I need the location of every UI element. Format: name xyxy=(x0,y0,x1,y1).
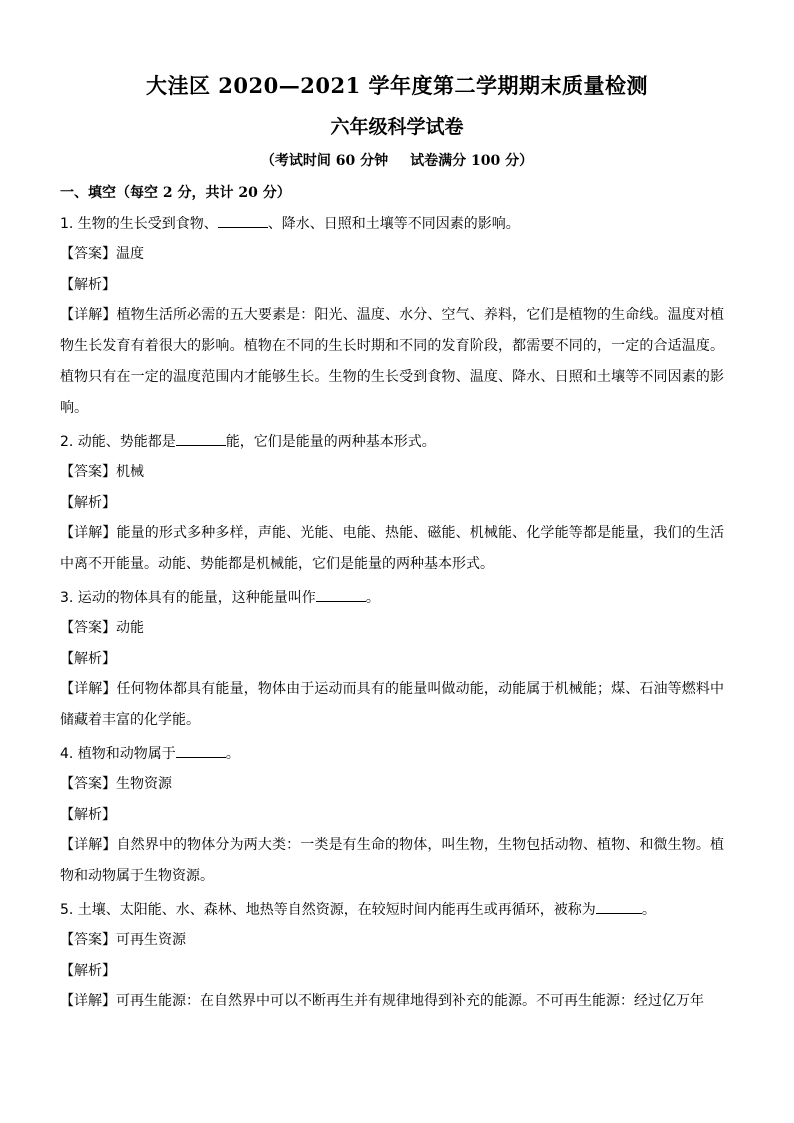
answer-blank xyxy=(176,431,226,446)
analysis-label: 【解析】 xyxy=(60,495,116,511)
detail-paragraph: 【详解】可再生能源：在自然界中可以不断再生并有规律地得到补充的能源。不可再生能源：经过亿万年 xyxy=(60,993,704,1009)
question-stem xyxy=(60,587,736,608)
question-stem xyxy=(60,213,736,234)
answer-line: 【答案】温度 xyxy=(60,246,144,262)
analysis-label: 【解析】 xyxy=(60,963,116,979)
analysis-label: 【解析】 xyxy=(60,277,116,293)
question-stem-text: 能，它们是能量的两种基本形式。 xyxy=(225,434,436,450)
exam-title: 大洼区 2020—2021 学年度第二学期期末质量检测 xyxy=(145,73,648,98)
analysis-label: 【解析】 xyxy=(60,651,116,667)
question-stem-text: 。 xyxy=(365,590,380,606)
analysis-label: 【解析】 xyxy=(60,807,116,823)
answer-line: 【答案】生物资源 xyxy=(60,776,172,792)
question-stem xyxy=(60,899,736,920)
answer-blank xyxy=(218,213,268,228)
exam-subtitle: 六年级科学试卷 xyxy=(330,116,464,138)
exam-info xyxy=(0,150,794,170)
question-stem-text: 3. 运动的物体具有的能量，这种能量叫作 xyxy=(60,590,316,606)
question-stem-text: 。 xyxy=(641,902,656,918)
exam-time-note: （考试时间 60 分钟 xyxy=(260,153,389,169)
question-stem-text: 5. 土壤、太阳能、水、森林、地热等自然资源，在较短时间内能再生或再循环，被称为 xyxy=(60,902,596,918)
question-stem xyxy=(60,743,736,764)
answer-line: 【答案】机械 xyxy=(60,464,144,480)
question-stem-text: 1. 生物的生长受到食物、 xyxy=(60,216,218,232)
question-stem-text: 。 xyxy=(225,746,240,762)
detail-paragraph: 【详解】自然界中的物体分为两大类：一类是有生命的物体，叫生物，生物包括动物、植物、和微生物。植物和动物属于生物资源。 xyxy=(60,837,724,884)
section-heading: 一、填空（每空 2 分，共计 20 分） xyxy=(60,185,291,201)
exam-score-note: 试卷满分 100 分） xyxy=(410,153,534,169)
question-stem-text: 、降水、日照和土壤等不同因素的影响。 xyxy=(267,216,520,232)
answer-line: 【答案】可再生资源 xyxy=(60,932,186,948)
answer-line: 【答案】动能 xyxy=(60,620,144,636)
question-stem xyxy=(60,431,736,452)
answer-blank xyxy=(316,587,366,602)
detail-paragraph: 【详解】能量的形式多种多样，声能、光能、电能、热能、磁能、机械能、化学能等都是能量，我们的生活中离不开能量。动能、势能都是机械能，它们是能量的两种基本形式。 xyxy=(60,525,724,572)
detail-paragraph: 【详解】植物生活所必需的五大要素是：阳光、温度、水分、空气、养料，它们是植物的生命线。温度对植物生长发育有着很大的影响。植物在不同的生长时期和不同的发育阶段，都需要不同的，一定的合适温度。植物只有在一定的温度范围内才能够生长。生物的生长受到食物、温度、降水、日照和土壤等不同因素的影响。 xyxy=(60,307,724,416)
question-stem-text: 4. 植物和动物属于 xyxy=(60,746,176,762)
answer-blank xyxy=(596,899,642,914)
detail-paragraph: 【详解】任何物体都具有能量，物体由于运动而具有的能量叫做动能，动能属于机械能；煤、石油等燃料中储藏着丰富的化学能。 xyxy=(60,681,724,728)
answer-blank xyxy=(176,743,226,758)
question-stem-text: 2. 动能、势能都是 xyxy=(60,434,176,450)
